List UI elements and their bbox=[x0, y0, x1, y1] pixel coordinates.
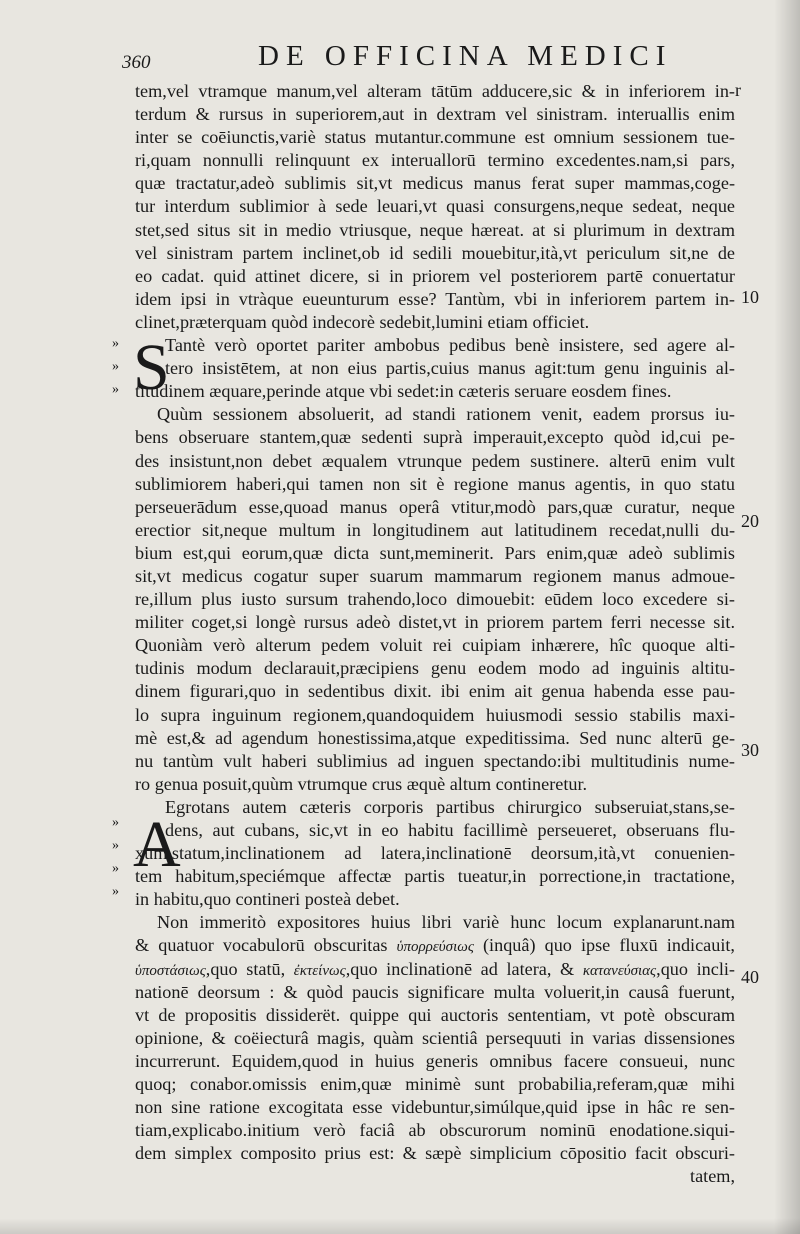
text-line: titudinem æquare,perinde atque vbi sedet:in cæteris seruare eosdem fines. bbox=[135, 381, 672, 402]
running-head bbox=[0, 40, 800, 80]
greek-word: ὑποστάσιως bbox=[135, 962, 206, 979]
quotation-marker: » bbox=[112, 884, 119, 899]
text-line: bium est,qui eorum,quæ dicta sunt,meminerit. Pars enim,quæ adeò sublimis bbox=[135, 542, 735, 563]
text-line: des insistunt,non debet æqualem vtrunque pedem sustinere. alterū enim vult bbox=[135, 450, 735, 471]
text-line: bens obseruare stantem,quæ sedenti suprà imperauit,excepto quòd id,cui pe- bbox=[135, 427, 735, 448]
quotation-marker: » bbox=[112, 815, 119, 830]
greek-word: ἐκτείνως bbox=[293, 962, 346, 979]
line-segment: ,quo inclinationē ad latera, & bbox=[345, 958, 575, 979]
text-line-greek-2 bbox=[135, 958, 735, 981]
text-line: ro genua posuit,quùm vtrumque crus æquè altum contineretur. bbox=[135, 773, 588, 794]
line-end: (inquâ) quo ipse fluxū indicauit, bbox=[483, 935, 735, 956]
text-line: ri,quam nonnulli relinquunt ex interuallorū termino excedentes.nam,si pars, bbox=[135, 150, 735, 171]
text-line: re,illum plus iusto sursum trahendo,loco dimouebit: eūdem loco excedere si- bbox=[135, 589, 735, 610]
text-line: non sine ratione excogitata esse videbuntur,simúlque,quid ipse in hâc re sen- bbox=[135, 1097, 735, 1118]
drop-cap-s: S bbox=[133, 331, 170, 404]
text-line: Quùm sessionem absoluerit, ad standi rationem venit, eadem prorsus iu- bbox=[157, 404, 735, 425]
greek-word: ὑπορρεύσιως bbox=[396, 939, 474, 956]
text-line: dem simplex composito prius est: & sæpè simplicium cōpositio facit obscuri- bbox=[135, 1143, 735, 1164]
text-line: Non immeritò expositores huius libri variè hunc locum explanarunt.nam bbox=[157, 912, 735, 933]
quotation-marker: » bbox=[112, 336, 119, 351]
quotation-marker: » bbox=[112, 861, 119, 876]
text-line: quoq; conabor.omissis enim,quæ minimè sunt probabilia,referam,quæ mihi bbox=[135, 1074, 735, 1095]
text-line: militer coget,si longè rursus adeò distet,vt in priorem partem ferri necesse sit. bbox=[135, 612, 735, 633]
text-line: stet,sed situs sit in medio vtriusque, neque hæreat. at si plurimum in dextram bbox=[135, 219, 735, 240]
text-line: terdum & rursus in superiorem,aut in dextram vel sinistram. interuallis enim bbox=[135, 104, 735, 125]
line-number: 30 bbox=[741, 740, 759, 760]
text-line: Tantè verò oportet pariter ambobus pedibus benè insistere, sed agere al- bbox=[165, 335, 735, 356]
text-line: xum,statum,inclinationem ad latera,inclinationē deorsum,ità,vt conuenien- bbox=[135, 843, 735, 864]
text-line: Quoniàm verò alterum pedem voluit rei cuipiam inhærere, hîc quoque alti- bbox=[135, 635, 735, 656]
drop-cap-a: A bbox=[133, 808, 181, 881]
text-line: inter se coēiunctis,variè status mutantur.commune est omnium sessionem tue- bbox=[135, 127, 735, 148]
text-line: nationē deorsum : & quòd paucis significare multa voluerit,in causâ fuerunt, bbox=[135, 981, 735, 1002]
page-bottom-shadow bbox=[0, 1218, 800, 1234]
text-line: tem,vel vtramque manum,vel alteram tātūm adducere,sic & in inferiorem in- bbox=[135, 81, 735, 101]
line-number: 20 bbox=[741, 511, 759, 531]
text-line: clinet,præterquam quòd indecorè sedebit,lumini etiam officiet. bbox=[135, 311, 590, 332]
running-title: DE OFFICINA MEDICI bbox=[258, 40, 673, 72]
catchword: tatem, bbox=[690, 1166, 735, 1187]
line-segment: ,quo statū, bbox=[205, 958, 286, 979]
text-line: nu tantùm vult haberi sublimius ad inguen spectando:ibi multitudinis nume- bbox=[135, 750, 735, 771]
page-number: 360 bbox=[122, 52, 151, 73]
text-line: tem habitum,speciémque affectæ partis tueatur,in porrectione,in tractatione, bbox=[135, 866, 735, 887]
text-line: vt de propositis dissiderët. quippe qui auctoris sententiam, vt potè obscuram bbox=[135, 1004, 735, 1025]
text-line: mè est,& ad agendum honestissima,atque expeditissima. Sed nunc alterū ge- bbox=[135, 727, 735, 748]
text-line: idem ipsi in vtràque eueunturum esse? Tantùm, vbi in inferiorem partem in- bbox=[135, 288, 735, 309]
quotation-marker: » bbox=[112, 838, 119, 853]
text-column bbox=[135, 80, 735, 1189]
line-number: 40 bbox=[741, 967, 759, 987]
text-line: tero insistētem, at non eius partis,cuius manus agit:tum genu inguinis al- bbox=[165, 358, 735, 379]
text-line: dinem figurari,quo in sedentibus dixit. ibi enim ait genua habenda esse pau- bbox=[135, 681, 735, 702]
text-line: quæ tractatur,adeò sublimis sit,vt medicus manus ferat super mammas,coge- bbox=[135, 173, 735, 194]
text-line: dens, aut cubans, sic,vt in eo habitu facillimè perseueret, obseruans flu- bbox=[165, 820, 735, 840]
text-line: sublimiorem haberi,qui tamen non sit è regione manus agentis, in quo statu bbox=[135, 473, 735, 494]
text-line: opinione, & coëiecturâ magis, quàm scientiâ persequuti in varias dissensiones bbox=[135, 1027, 735, 1048]
text-line: vel sinistram partem inclinet,ob id sedili mouebitur,ità,vt periculum sit,ne de bbox=[135, 242, 735, 263]
line-start: & quatuor vocabulorū obscuritas bbox=[135, 935, 388, 956]
text-line: lo supra inguinum regionem,quandoquidem huiusmodi sessio stabilis maxi- bbox=[135, 704, 735, 725]
text-line: incurrerunt. Equidem,quod in huius generis omnibus facere consueui, nunc bbox=[135, 1050, 735, 1071]
text-line: tiam,explicabo.initium verò faciâ ab obscurorum nominū enodatione.siqui- bbox=[135, 1120, 735, 1141]
text-line: sit,vt medicus cogatur super suarum mammarum regionem manus admoue- bbox=[135, 565, 735, 586]
side-glyph: r bbox=[735, 80, 741, 100]
text-line-greek-1 bbox=[135, 934, 735, 957]
text-line: eo cadat. quid attinet dicere, si in priorem vel posteriorem partē conuertatur bbox=[135, 265, 735, 286]
quotation-marker: » bbox=[112, 359, 119, 374]
text-line: tudinis modum declarauit,præcipiens genu eodem modo ad inguinis altitu- bbox=[135, 658, 735, 679]
text-line: tur interdum sublimior à sede leuari,vt quasi consurgens,neque sedeat, neque bbox=[135, 196, 735, 217]
greek-word: κατανεύσιας bbox=[582, 962, 657, 979]
text-line: in habitu,quo contineri posteà debet. bbox=[135, 889, 400, 910]
line-segment: ,quo incli- bbox=[656, 958, 735, 979]
quotation-marker: » bbox=[112, 382, 119, 397]
text-line: erectior sit,neque multum in longitudinem aut latitudinem recedat,nulli du- bbox=[135, 519, 735, 540]
text-line: Egrotans autem cæteris corporis partibus chirurgico subseruiat,stans,se- bbox=[165, 796, 735, 817]
page-edge-shadow bbox=[774, 0, 800, 1234]
line-number: 10 bbox=[741, 287, 759, 307]
text-line: perseuerādum esse,quoad manus operâ vtitur,modò pars,quæ curatur, neque bbox=[135, 496, 735, 517]
